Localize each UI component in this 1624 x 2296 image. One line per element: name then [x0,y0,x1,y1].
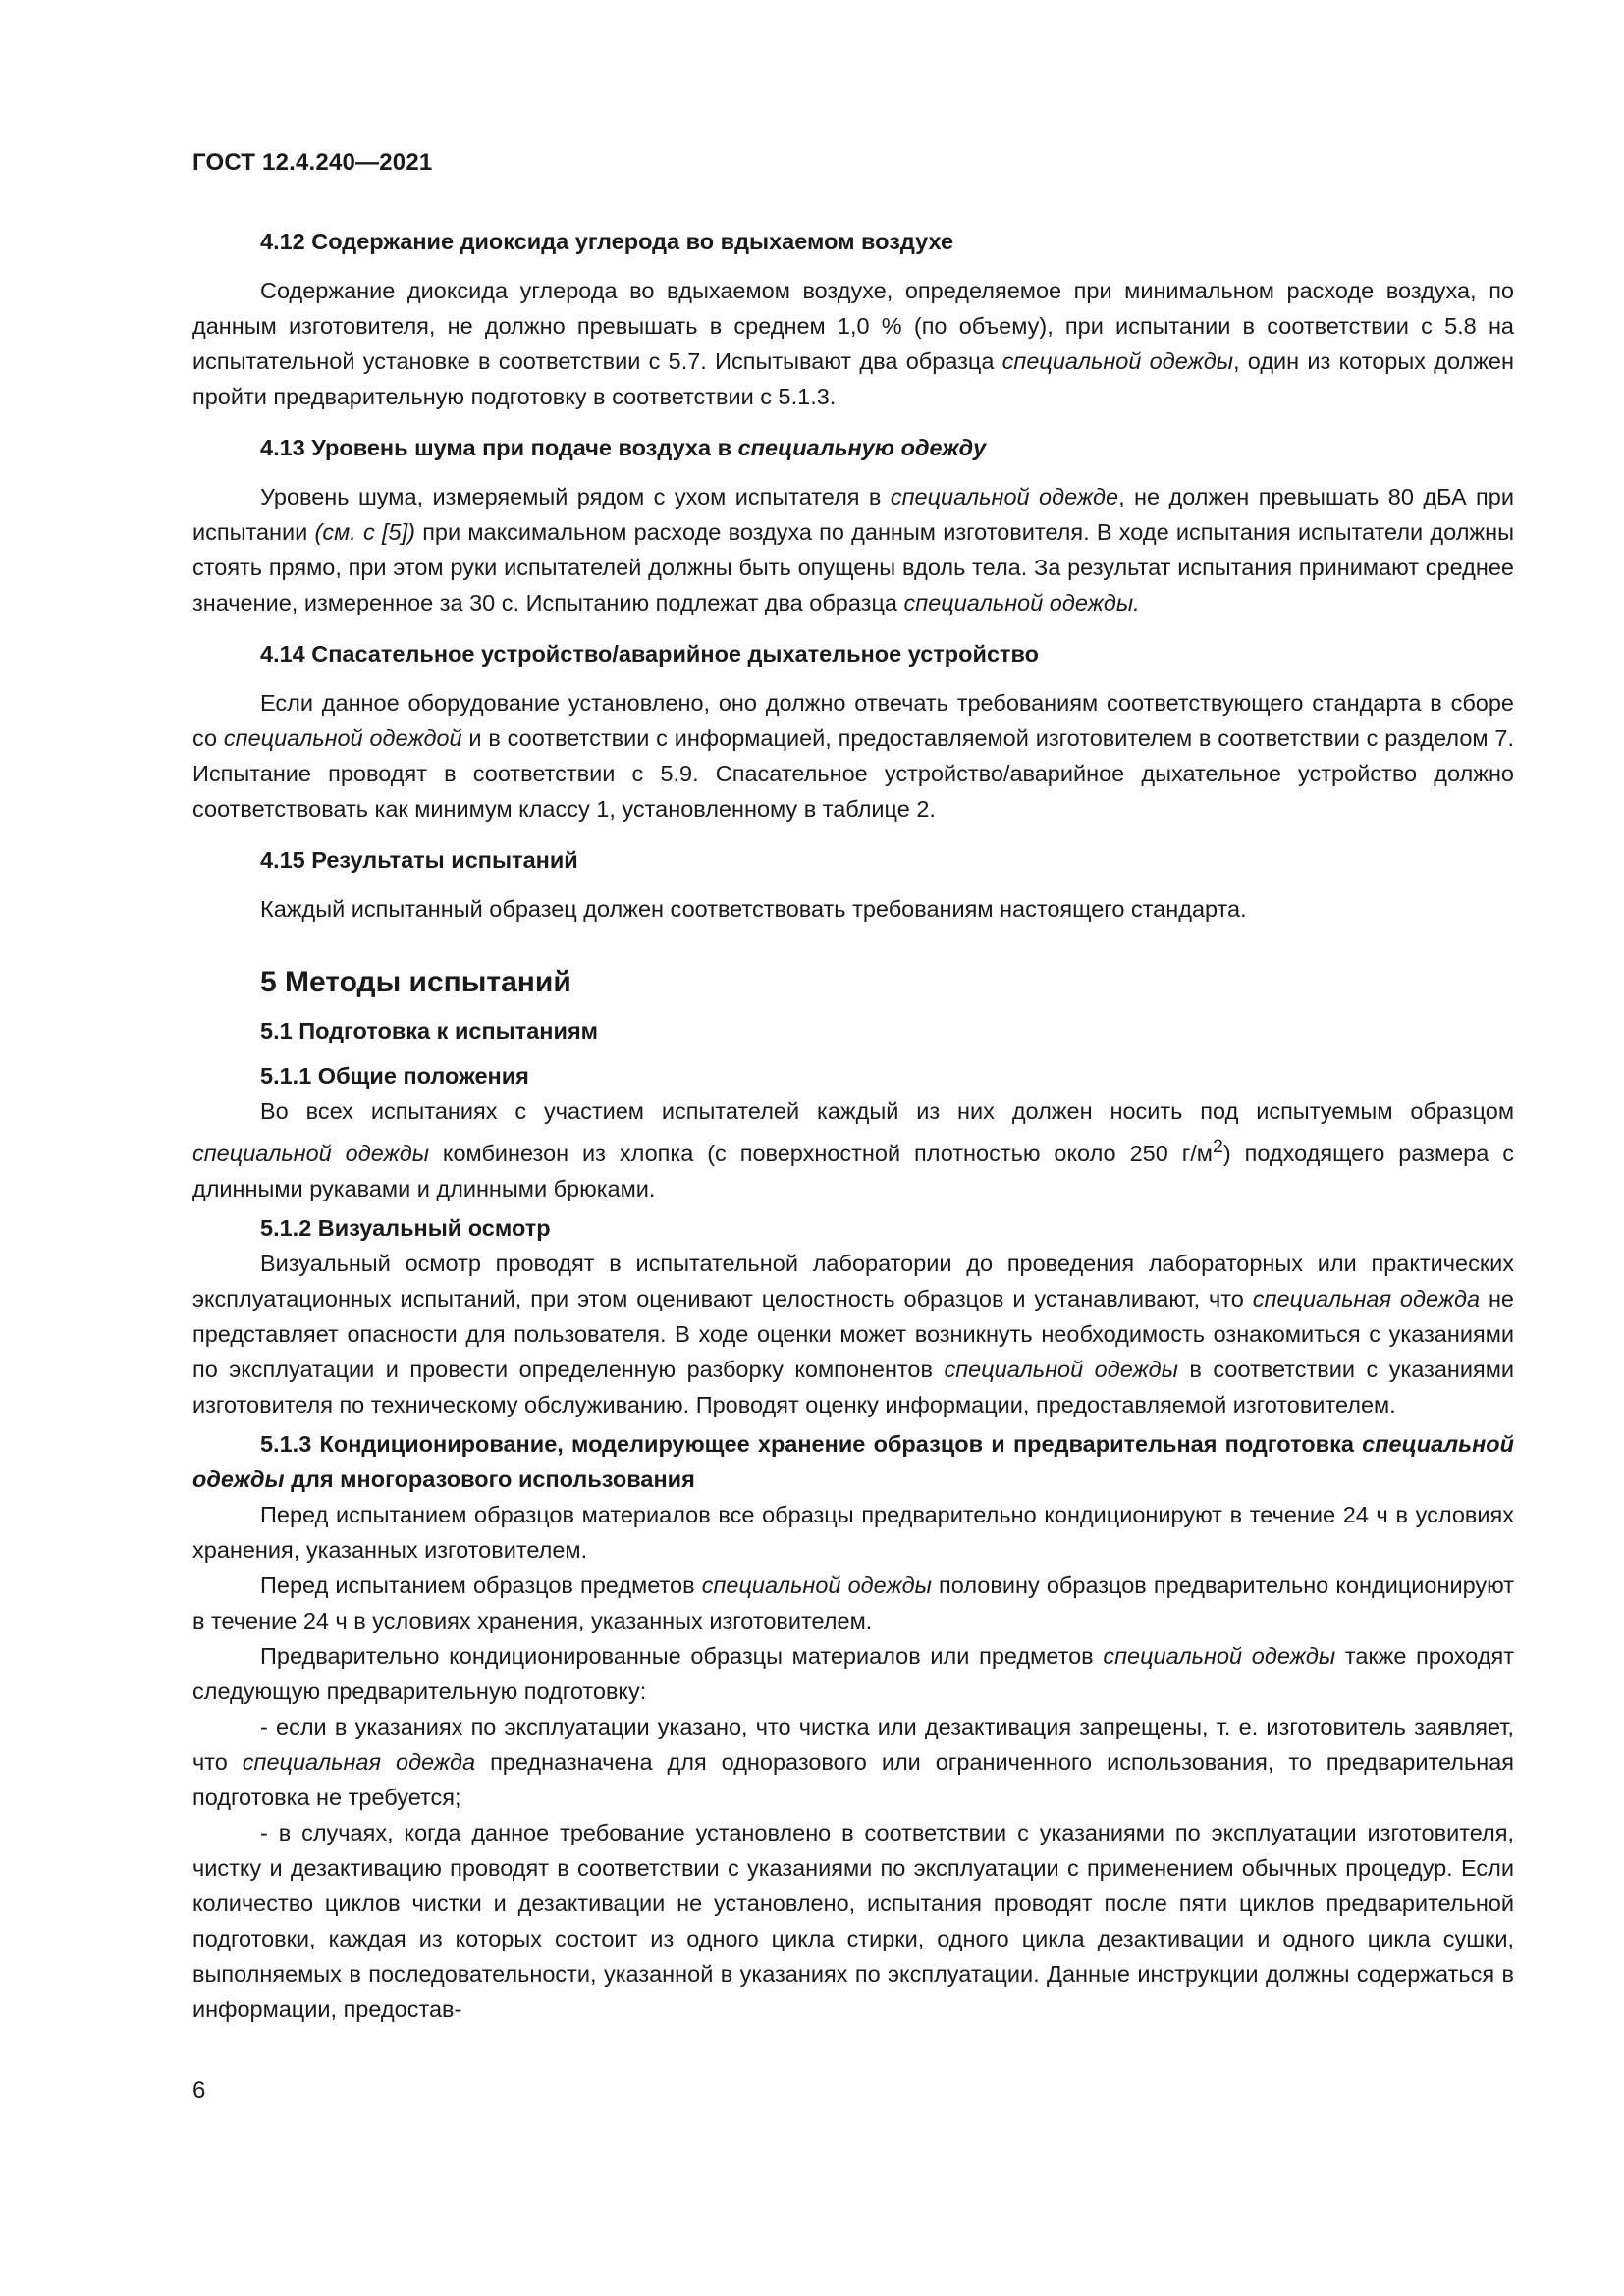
term-special-clothing: специальной одежды [944,1356,1178,1382]
section-5-1-3-paragraph-1: Перед испытанием образцов материалов все образцы предварительно кондиционируют в течение 24 ч в условиях хранения, указанных изготовителем. [192,1501,1514,1563]
text-run: Во всех испытаниях с участием испытателей каждый из них должен носить под испытуемым образцом [260,1098,1514,1124]
section-4-15-heading: 4.15 Результаты испытаний [260,847,578,873]
term-special-clothing: специальной одежды [701,1572,932,1598]
document-header: ГОСТ 12.4.240—2021 [192,149,433,176]
heading-text: 5.1.3 Кондиционирование, моделирующее хранение образцов и предварительная подготовка [260,1430,1363,1457]
section-4-13-paragraph [192,479,1514,620]
section-4-12-paragraph [192,273,1514,414]
text-run: при максимальном расходе воздуха по данным изготовителя. В ходе испытания испытатели должны стоять прямо, при этом руки испытателей должны быть опущены вдоль тела. За результат испытания принимают среднее значение, измеренное за 30 с. Испытанию подлежат два образца [192,519,1514,615]
text-run: также проходят следующую предварительную подготовку: [192,1642,1514,1704]
term-special-clothing: специальной одежды [1001,348,1233,374]
text-run: Визуальный осмотр проводят в испытательной лаборатории до проведения лабораторных или практических эксплуатационных испытаний, при этом оценивают целостность образцов и устанавливают, что [192,1250,1514,1311]
section-4-14-paragraph [192,685,1514,827]
section-5-1-3-heading [192,1426,1514,1497]
section-5-1-2-heading: 5.1.2 Визуальный осмотр [260,1214,551,1241]
text-run: половину образцов предварительно кондиционируют в течение 24 ч в условиях хранения, указанных изготовителем. [192,1572,1515,1633]
text-run: , не должен превышать 80 дБА при испытании [192,484,1514,545]
text-run: и в соответствии с информацией, предоставляемой изготовителем в соответствии с разделом 7. Испытание проводят в соответствии с 5.9. Спасательное устройство/аварийное дыхательное устройство должно соответствовать как минимум классу 1, установленному в таблице 2. [192,725,1514,822]
text-run: , один из которых должен пройти предварительную подготовку в соответствии с 5.1.3. [192,348,1514,409]
section-4-12-heading: 4.12 Содержание диоксида углерода во вдыхаемом воздухе [260,229,954,254]
reference-5: (см. с [5]) [314,519,415,545]
heading-text: для многоразового использования [284,1466,695,1492]
section-5-1-heading: 5.1 Подготовка к испытаниям [260,1018,599,1043]
text-run: Уровень шума, измеряемый рядом с ухом испытателя в [260,484,891,509]
section-5-heading: 5 Методы испытаний [260,966,571,998]
text-run: предназначена для одноразового или ограниченного использования, то предварительная подготовка не требуется; [192,1748,1514,1810]
text-run: ) подходящего размера с длинными рукавами и длинными брюками. [192,1140,1514,1201]
list-item-1 [192,1709,1514,1815]
section-5-1-1-heading: 5.1.1 Общие положения [260,1063,529,1089]
page-number: 6 [192,2077,206,2104]
document-body [192,224,1514,2027]
section-4-15-paragraph: Каждый испытанный образец должен соответствовать требованиям настоящего стандарта. [260,896,1247,922]
term-special-clothing: специальной одеждой [223,725,462,751]
section-5-1-2-paragraph [192,1246,1514,1422]
text-run: комбинезон из хлопка (с поверхностной плотностью около 250 г/м [429,1140,1213,1166]
term-special-clothing: специальной одежды [1103,1642,1336,1669]
list-item-2: - в случаях, когда данное требование установлено в соответствии с указаниями по эксплуатации изготовителя, чистку и дезактивацию проводят в соответствии с указаниями по эксплуатации с применением обычных процедур. Если количество циклов чистки и дезактивации не установлено, испытания проводят после пяти циклов предварительной подготовки, каждая из которых состоит из одного цикла стирки, одного цикла дезактивации и одного цикла сушки, выполняемых в последовательности, указанной в указаниях по эксплуатации. Данные инструкции должны содержаться в информации, предостав- [192,1819,1514,2022]
section-4-13-heading [192,430,1514,465]
heading-text: 4.13 Уровень шума при подаче воздуха в [260,435,738,460]
section-4-14-heading: 4.14 Спасательное устройство/аварийное дыхательное устройство [260,641,1040,667]
text-run: - если в указаниях по эксплуатации указано, что чистка или дезактивация запрещены, т. е. изготовитель заявляет, что [192,1713,1514,1775]
term-special-clothing: специальной одежды [192,1140,429,1166]
term-special-clothing: специальной одежды [192,1430,1514,1492]
text-run: в соответствии с указаниями изготовителя по техническому обслуживанию. Проводят оценку информации, предоставляемой изготовителем. [192,1356,1515,1417]
superscript: 2 [1212,1136,1223,1157]
term-special-clothing: специальной одежде [890,484,1119,509]
text-run: не представляет опасности для пользователя. В ходе оценки может возникнуть необходимость ознакомиться с указаниями по эксплуатации и провести определенную разборку компонентов [192,1285,1514,1382]
term-special-clothing: специальная одежда [242,1748,476,1775]
term-special-clothing: специальная одежда [1252,1285,1481,1311]
text-run: Перед испытанием образцов предметов [260,1572,702,1598]
term-special-clothing: специальной одежды. [903,590,1140,615]
section-5-1-3-paragraph-2 [192,1568,1514,1638]
section-5-1-1-paragraph [192,1094,1514,1206]
text-run: Если данное оборудование установлено, оно должно отвечать требованиям соответствующего стандарта в сборе со [192,690,1514,751]
term-special-clothing: специальную одежду [737,435,987,460]
section-5-1-3-paragraph-3 [192,1638,1514,1709]
text-run: Содержание диоксида углерода во вдыхаемом воздухе, определяемое при минимальном расходе воздуха, по данным изготовителя, не должно превышать в среднем 1,0 % (по объему), при испытании в соответствии с 5.8 на испытательной установке в соответствии с 5.7. Испытывают два образца [192,278,1514,374]
text-run: Предварительно кондиционированные образцы материалов или предметов [260,1642,1104,1669]
